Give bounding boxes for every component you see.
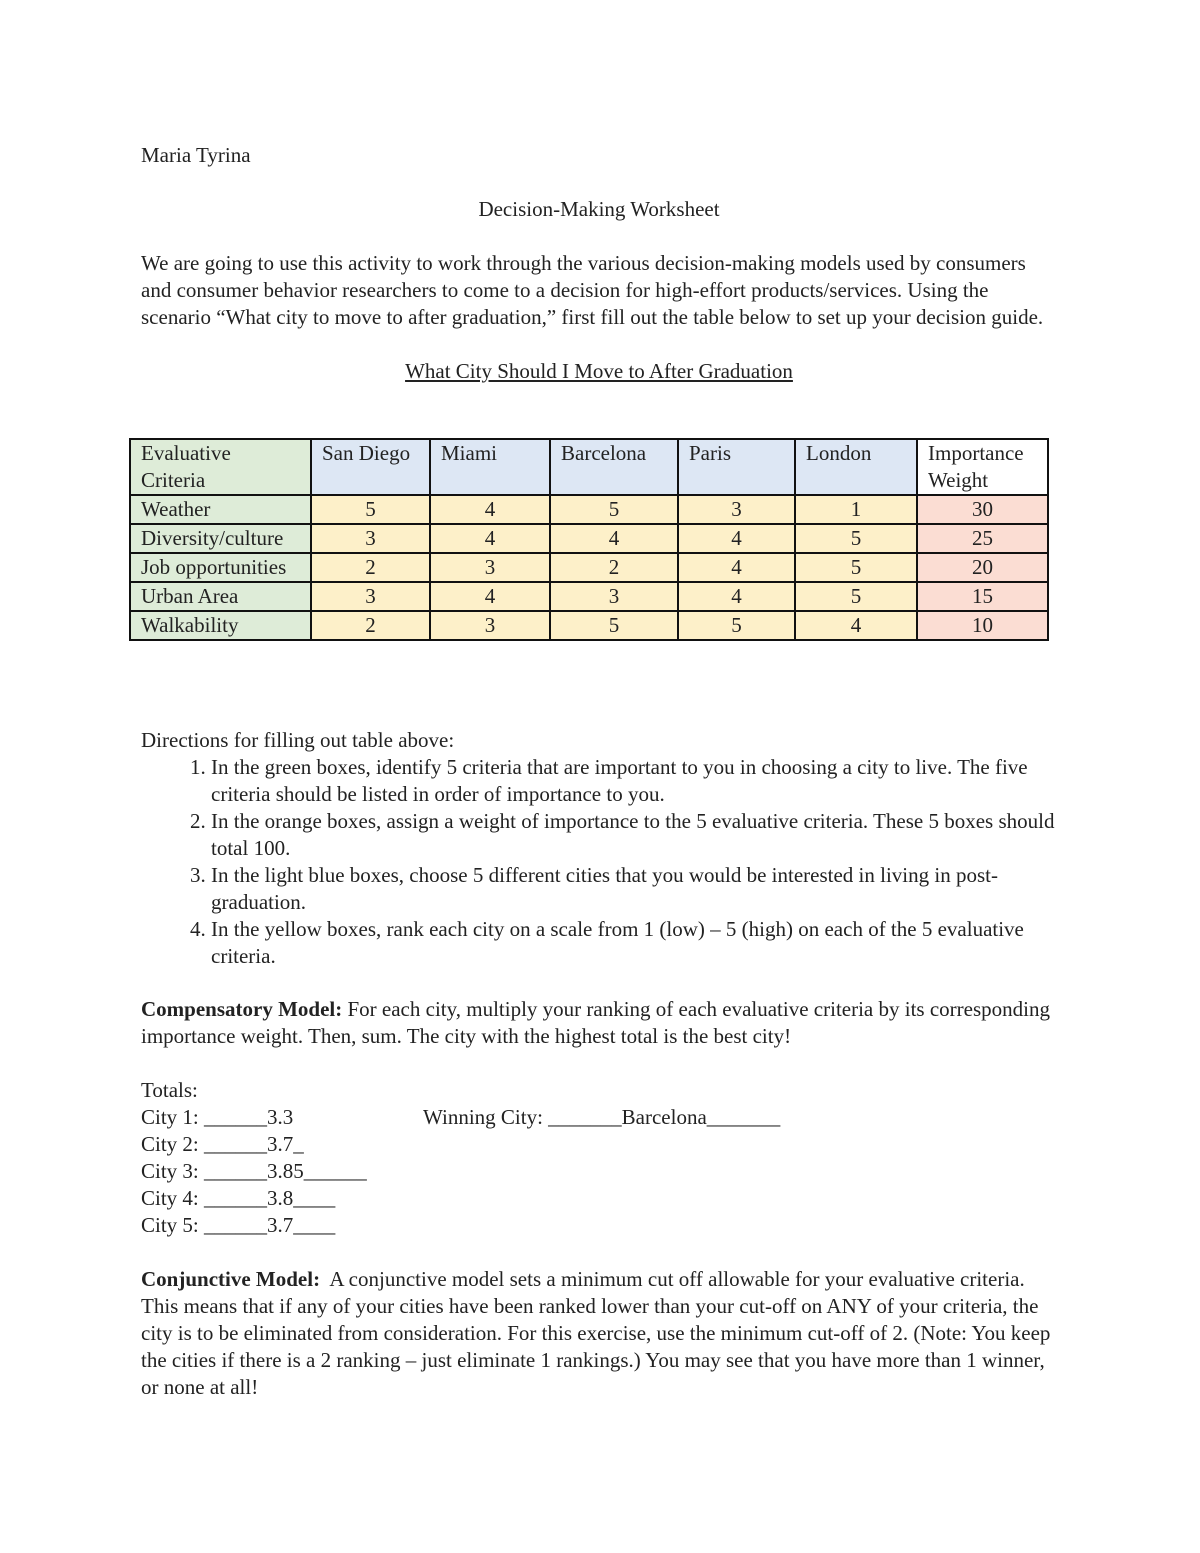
list-item: 1. In the green boxes, identify 5 criteria that are important to you in choosing a city to live. The five criteria should be listed in order of importance to you.: [211, 754, 1057, 808]
compensatory-text: For each city, multiply your ranking of each evaluative criteria by its corresponding importance weight. Then, sum. The city with the highest total is the best city!: [141, 997, 1050, 1048]
weight-cell: 10: [917, 611, 1048, 640]
rank-cell: 2: [311, 553, 430, 582]
weight-cell: 15: [917, 582, 1048, 611]
document-page: [141, 142, 1061, 1399]
city-total: City 2: ______3.7_: [141, 1132, 304, 1156]
criteria-cell: Weather: [130, 495, 311, 524]
city-total: City 1: ______3.3: [141, 1105, 294, 1129]
rank-cell: 4: [795, 611, 917, 640]
table-row: [130, 524, 1048, 553]
directions-list: [141, 754, 1057, 970]
rank-cell: 2: [550, 553, 678, 582]
rank-cell: 3: [678, 495, 795, 524]
header-city-4: Paris: [678, 439, 795, 495]
winning-city: Winning City: _______Barcelona_______: [423, 1105, 781, 1129]
header-city-1: San Diego: [311, 439, 430, 495]
weight-cell: 30: [917, 495, 1048, 524]
criteria-cell: Diversity/culture: [130, 524, 311, 553]
table-header-row: [130, 439, 1048, 495]
table-row: [130, 495, 1048, 524]
rank-cell: 3: [430, 553, 550, 582]
conjunctive-text: A conjunctive model sets a minimum cut off allowable for your evaluative criteria. This means that if any of your cities have been ranked lower than your cut-off on ANY of your criteria, the city is to be eliminated from consideration. For this exercise, use the minimum cut-off of 2. (Note: You keep the cities if there is a 2 ranking – just eliminate 1 rankings.) You may see that you have more than 1 winner, or none at all!: [141, 1267, 1056, 1399]
weight-cell: 20: [917, 553, 1048, 582]
header-city-5: London: [795, 439, 917, 495]
table-caption: What City Should I Move to After Graduation: [405, 359, 793, 383]
rank-cell: 5: [550, 495, 678, 524]
table-row: [130, 611, 1048, 640]
rank-cell: 4: [678, 524, 795, 553]
directions-heading: Directions for filling out table above:: [141, 728, 455, 752]
totals-section: [141, 1077, 1057, 1239]
rank-cell: 5: [550, 611, 678, 640]
city-total: City 4: ______3.8____: [141, 1186, 336, 1210]
compensatory-label: Compensatory Model:: [141, 997, 343, 1021]
header-weight: Importance Weight: [917, 439, 1048, 495]
header-city-3: Barcelona: [550, 439, 678, 495]
list-item: 2. In the orange boxes, assign a weight of importance to the 5 evaluative criteria. These 5 boxes should total 100.: [211, 808, 1057, 862]
rank-cell: 5: [795, 582, 917, 611]
criteria-cell: Walkability: [130, 611, 311, 640]
rank-cell: 4: [550, 524, 678, 553]
rank-cell: 5: [795, 553, 917, 582]
list-item: 3. In the light blue boxes, choose 5 different cities that you would be interested in living in post-graduation.: [211, 862, 1057, 916]
city-total: City 3: ______3.85______: [141, 1159, 367, 1183]
rank-cell: 2: [311, 611, 430, 640]
rank-cell: 3: [550, 582, 678, 611]
rank-cell: 3: [311, 582, 430, 611]
page-title: Decision-Making Worksheet: [478, 197, 720, 221]
criteria-cell: Urban Area: [130, 582, 311, 611]
conjunctive-section: [141, 1266, 1057, 1401]
rank-cell: 4: [678, 582, 795, 611]
intro-paragraph: We are going to use this activity to work through the various decision-making models used by consumers and consumer behavior researchers to come to a decision for high-effort products/services. Using the scenario “What city to move to after graduation,” first fill out the table below to set up your decision guide.: [141, 251, 1044, 329]
rank-cell: 3: [311, 524, 430, 553]
rank-cell: 3: [430, 611, 550, 640]
rank-cell: 4: [430, 582, 550, 611]
author-name: Maria Tyrina: [141, 143, 251, 167]
list-item: 4. In the yellow boxes, rank each city on a scale from 1 (low) – 5 (high) on each of the 5 evaluative criteria.: [211, 916, 1057, 970]
table-row: [130, 553, 1048, 582]
rank-cell: 5: [678, 611, 795, 640]
city-total: City 5: ______3.7____: [141, 1213, 336, 1237]
criteria-cell: Job opportunities: [130, 553, 311, 582]
rank-cell: 4: [430, 524, 550, 553]
weight-cell: 25: [917, 524, 1048, 553]
rank-cell: 1: [795, 495, 917, 524]
header-city-2: Miami: [430, 439, 550, 495]
rank-cell: 4: [678, 553, 795, 582]
rank-cell: 5: [795, 524, 917, 553]
header-criteria: Evaluative Criteria: [130, 439, 311, 495]
directions-section: [141, 727, 1057, 970]
compensatory-section: [141, 996, 1057, 1050]
table-row: [130, 582, 1048, 611]
conjunctive-label: Conjunctive Model:: [141, 1267, 321, 1291]
rank-cell: 4: [430, 495, 550, 524]
totals-heading: Totals:: [141, 1078, 198, 1102]
rank-cell: 5: [311, 495, 430, 524]
decision-table: [129, 438, 1049, 641]
